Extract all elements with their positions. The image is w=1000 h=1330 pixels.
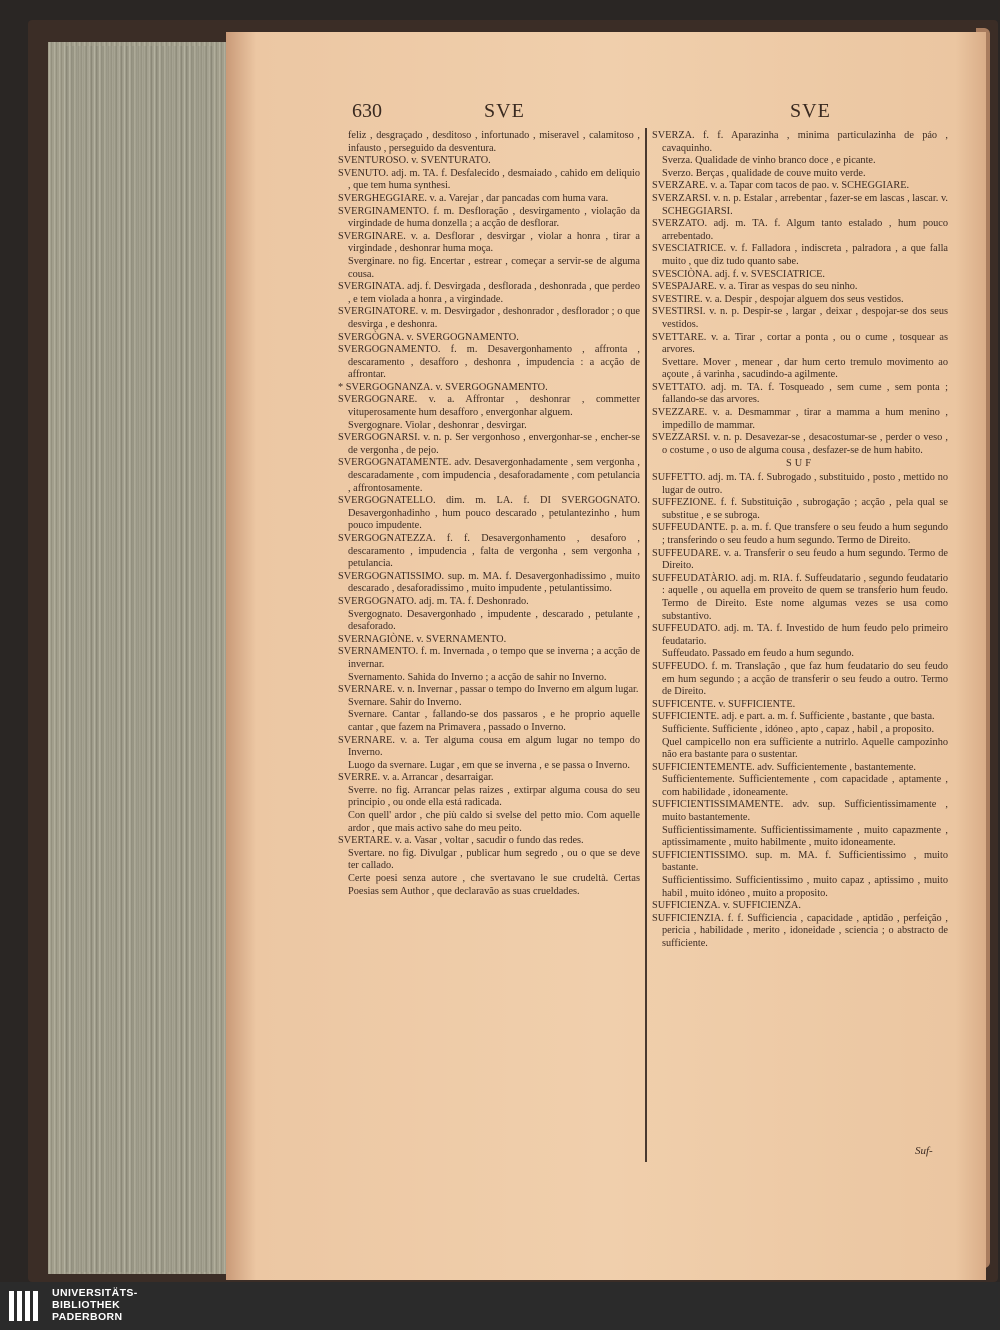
library-name bbox=[52, 1287, 138, 1323]
dictionary-entry: SVETTARE. v. a. Tirar , cortar a ponta , ou o cume , tosquear as arvores. bbox=[652, 331, 948, 356]
entry-sense: Sverzo. Berças , qualidade de couve muito verde. bbox=[662, 167, 866, 179]
dictionary-entry: SVERGOGNARE. v. a. Affrontar , deshonrar , commetter vituperosamente hum desafforo , envergonhar alguem. bbox=[338, 394, 640, 419]
page-edges-texture bbox=[64, 46, 214, 1272]
dictionary-entry: SVERGOGNARSI. v. n. p. Ser vergonhoso , envergonhar-se , encher-se de vergonha , de pejo. bbox=[338, 432, 640, 456]
dictionary-entry: SVENUTO. adj. m. TA. f. Desfalecido , desmaiado , cahido em deliquio , que tem huma synthesi. bbox=[338, 167, 640, 192]
dictionary-entry: SVERNAGIÒNE. v. SVERNAMENTO. bbox=[338, 633, 507, 645]
dictionary-entry: SVESCIÒNA. adj. f. v. SVESCIATRICE. bbox=[652, 268, 825, 280]
library-footer bbox=[0, 1282, 1000, 1330]
dictionary-entry: SVERZARSI. v. n. p. Estalar , arrebentar , fazer-se em lascas , lascar. v. SCHEGGIARSI. bbox=[652, 192, 948, 217]
dictionary-entry: SVERGOGNATAMENTE. adv. Desavergonhadamente , sem vergonha , descaradamente , com impudencia , desaforadamente , com petulancia , affrontosamente. bbox=[338, 457, 640, 494]
dictionary-entry: SVERGINATORE. v. m. Desvirgador , deshonrador , desflorador ; o que desvirga , e deshonra. bbox=[338, 306, 640, 330]
dictionary-entry: SVERGÒGNA. v. SVERGOGNAMENTO. bbox=[338, 331, 519, 343]
running-head-right: SVE bbox=[790, 100, 831, 122]
dictionary-entry: SVERGOGNATISSIMO. sup. m. MA. f. Desavergonhadissimo , muito descarado , desaforadissimo , muito impudente , petulantissimo. bbox=[338, 570, 640, 595]
library-name-line1: UNIVERSITÄTS- bbox=[52, 1287, 138, 1299]
dictionary-entry: SUFFICIENTISSIMO. sup. m. MA. f. Sufficientissimo , muito bastante. bbox=[652, 849, 948, 874]
entry-sense: Sverza. Qualidade de vinho branco doce , e picante. bbox=[662, 155, 876, 167]
entry-sense: Svertare. no fig. Divulgar , publicar hum segredo , ou o que se deve ter callado. bbox=[348, 847, 640, 872]
dictionary-entry: SUFFEUDANTE. p. a. m. f. Que transfere o seu feudo a hum segundo ; transferindo o seu feudo a hum segundo. Termo de Direito. bbox=[652, 522, 948, 546]
dictionary-entry: SVERGINAMENTO. f. m. Desfloração , desvirgamento , violação da virgindade de huma donzella ; a acção de desflorar. bbox=[338, 205, 640, 230]
dictionary-entry: SVENTUROSO. v. SVENTURATO. bbox=[338, 155, 491, 167]
dictionary-entry: SVERZATO. adj. m. TA. f. Algum tanto estalado , hum pouco arrebentado. bbox=[652, 218, 948, 242]
dictionary-entry: SVERNARE. v. n. Invernar , passar o tempo do Inverno em algum lugar. bbox=[338, 684, 639, 696]
left-column bbox=[338, 130, 640, 898]
dictionary-entry: SVERGINARE. v. a. Desflorar , desvirgar , violar a honra , tirar a virgindade , deshonrar huma moça. bbox=[338, 230, 640, 255]
dictionary-entry: SVESCIATRICE. v. f. Falladora , indiscreta , palradora , a que falla muito , que diz tudo quanto sabe. bbox=[652, 243, 948, 267]
dictionary-entry: SVERGOGNATELLO. dim. m. LA. f. DI SVERGOGNATO. Desavergonhadinho , hum pouco descarado , petulantezinho , hum pouco impudente. bbox=[338, 495, 640, 532]
dictionary-entry: SUFFETTO. adj. m. TA. f. Subrogado , substituido , posto , mettido no lugar de outro. bbox=[652, 472, 948, 496]
dictionary-entry: SUFFICIENZIA. f. f. Sufficiencia , capacidade , aptidão , perfeição , pericia , habilidade , merito , idoneidade , sciencia ; o abstracto de sufficiente. bbox=[652, 912, 948, 949]
dictionary-entry: SVERNAMENTO. f. m. Invernada , o tempo que se inverna ; a acção de invernar. bbox=[338, 646, 640, 670]
entry-sense: Sufficientemente. Sufficientemente , com capacidade , aptamente , com habilidade , idoneamente. bbox=[662, 774, 948, 798]
entry-sense: Svettare. Mover , menear , dar hum certo tremulo movimento ao açoute , á varinha , sacudindo-a agilmente. bbox=[662, 356, 948, 381]
dictionary-entry: SUFFEZIONE. f. f. Substituição , subrogação ; acção , pela qual se substitue , e se subroga. bbox=[652, 497, 948, 521]
dictionary-entry: SVERGOGNAMENTO. f. m. Desavergonhamento , affronta , descaramento , desafforo , deshonra , impudencia : a acção de affrontar. bbox=[338, 344, 640, 381]
dictionary-entry: SVEZZARSI. v. n. p. Desavezar-se , desacostumar-se , perder o veso , o costume , o uso de alguma cousa , desfazer-se de hum habito. bbox=[652, 432, 948, 456]
entry-sense: Sverre. no fig. Arrancar pelas raizes , extirpar alguma cousa do seu principio , ou onde ella está radicada. bbox=[348, 784, 640, 809]
section-heading: SUF bbox=[786, 458, 814, 470]
dictionary-entry: SVEZZARE. v. a. Desmammar , tirar a mamma a hum menino , impedillo de mammar. bbox=[652, 407, 948, 431]
entry-sense: Svernare. Sahir do Inverno. bbox=[348, 696, 462, 708]
dictionary-entry: SVESTIRE. v. a. Despir , despojar alguem dos seus vestidos. bbox=[652, 293, 904, 305]
entry-sense: Suffeudato. Passado em feudo a hum segundo. bbox=[662, 648, 854, 660]
library-name-line2: BIBLIOTHEK bbox=[52, 1299, 121, 1311]
page-number: 630 bbox=[352, 100, 382, 122]
dictionary-entry: SUFFICIENZA. v. SUFFICIENZA. bbox=[652, 900, 801, 912]
entry-sense: Luogo da svernare. Lugar , em que se inverna , e se passa o Inverno. bbox=[348, 759, 630, 771]
entry-sense: feliz , desgraçado , desditoso , infortunado , miseravel , calamitoso , infausto , perseguido da desventura. bbox=[348, 130, 640, 154]
dictionary-entry: SUFFICIENTEMENTE. adv. Sufficientemente , bastantemente. bbox=[652, 761, 916, 773]
dictionary-entry: SVERNARE. v. a. Ter alguma cousa em algum lugar no tempo do Inverno. bbox=[338, 734, 640, 759]
dictionary-entry: SVERGOGNATO. adj. m. TA. f. Deshonrado. bbox=[338, 595, 529, 607]
entry-sense: Svernamento. Sahida do Inverno ; a acção de sahir no Inverno. bbox=[348, 671, 607, 683]
dictionary-entry: SVERTARE. v. a. Vasar , voltar , sacudir o fundo das redes. bbox=[338, 835, 584, 847]
entry-sense: Svergognare. Violar , deshonrar , desvirgar. bbox=[348, 419, 527, 431]
entry-sense: Con quell' ardor , che più caldo si svelse del petto mio. Com aquelle ardor , que mais activo sahe do meu peito. bbox=[348, 810, 640, 834]
library-name-line3: PADERBORN bbox=[52, 1311, 123, 1323]
dictionary-entry: SVERGHEGGIARE. v. a. Varejar , dar pancadas com huma vara. bbox=[338, 192, 609, 204]
dictionary-entry: SUFFICIENTE. adj. e part. a. m. f. Sufficiente , bastante , que basta. bbox=[652, 711, 935, 723]
entry-sense: Sufficiente. Sufficiente , idóneo , apto , capaz , habil , a proposito. bbox=[662, 723, 935, 735]
right-column bbox=[652, 130, 948, 951]
catchword: Suf- bbox=[915, 1145, 933, 1157]
dictionary-entry: SVERGOGNATEZZA. f. f. Desavergonhamento , desaforo , descaramento , impudencia , falta de vergonha , sem vergonha , petulancia. bbox=[338, 533, 640, 570]
dictionary-entry: SVETTATO. adj. m. TA. f. Tosqueado , sem cume , sem ponta ; fallando-se das arvores. bbox=[652, 381, 948, 406]
running-head-left: SVE bbox=[484, 100, 525, 122]
dictionary-entry: SVERRE. v. a. Arrancar , desarraigar. bbox=[338, 772, 494, 784]
dictionary-entry: * SVERGOGNANZA. v. SVERGOGNAMENTO. bbox=[338, 381, 548, 393]
column-divider bbox=[645, 128, 647, 1162]
running-header bbox=[0, 100, 1000, 124]
dictionary-entry: SUFFEUDO. f. m. Translação , que faz hum feudatario do seu feudo em hum segundo ; a acção de transferir o seu feudo a outro. Termo de Direito. bbox=[652, 660, 948, 698]
entry-sense: Svernare. Cantar , fallando-se dos passaros , e he proprio aquelle cantar , que fazem na Primavera , passado o Inverno. bbox=[348, 709, 640, 733]
dictionary-entry: SVESPAJARE. v. a. Tirar as vespas do seu ninho. bbox=[652, 281, 858, 293]
dictionary-entry: SVERZARE. v. a. Tapar com tacos de pao. v. SCHEGGIARE. bbox=[652, 180, 910, 192]
entry-sense: Svergognato. Desavergonhado , impudente , descarado , petulante , desaforado. bbox=[348, 608, 640, 633]
dictionary-entry: SVERGINATA. adj. f. Desvirgada , desflorada , deshonrada , que perdeo , e tem violada a honra , a virgindade. bbox=[338, 281, 640, 305]
entry-sense: Certe poesi senza autore , che svertavano le sue crudeltà. Certas Poesias sem Author , que declaravão as suas crueldades. bbox=[348, 873, 640, 897]
dictionary-entry: SUFFEUDATO. adj. m. TA. f. Investido de hum feudo pelo primeiro feudatario. bbox=[652, 623, 948, 647]
dictionary-entry: SUFFEUDATÀRIO. adj. m. RIA. f. Suffeudatario , segundo feudatario : aquelle , ou aquella em proveito de quem se transferio hum feudo. Termo de Direito. Este nome algumas vezes se usa como substantivo. bbox=[652, 572, 948, 622]
library-logo-icon bbox=[9, 1291, 45, 1321]
dictionary-entry: SUFFICENTE. v. SUFFICIENTE. bbox=[652, 698, 796, 710]
dictionary-entry: SVERZA. f. f. Aparazinha , minima particulazinha de páo , cavaquinho. bbox=[652, 130, 948, 154]
entry-sense: Sufficientissimo. Sufficientissimo , muito capaz , aptissimo , muito habil , muito idóneo , muito a proposito. bbox=[662, 875, 948, 899]
dictionary-entry: SUFFEUDARE. v. a. Transferir o seu feudo a hum segundo. Termo de Direito. bbox=[652, 547, 948, 572]
entry-sense: Quel campicello non era sufficiente a nutrirlo. Aquelle campozinho não era bastante para o sustentar. bbox=[662, 736, 948, 761]
entry-sense: Sufficientissimamente. Sufficientissimamente , muito capazmente , aptissimamente , muito habilmente , muito idoneamente. bbox=[662, 824, 948, 849]
entry-sense: Sverginare. no fig. Encertar , estrear , começar a servir-se de alguma cousa. bbox=[348, 255, 640, 280]
dictionary-entry: SVESTIRSI. v. n. p. Despir-se , largar , deixar , despojar-se dos seus vestidos. bbox=[652, 306, 948, 330]
dictionary-entry: SUFFICIENTISSIMAMENTE. adv. sup. Sufficientissimamente , muito bastantemente. bbox=[652, 799, 948, 824]
